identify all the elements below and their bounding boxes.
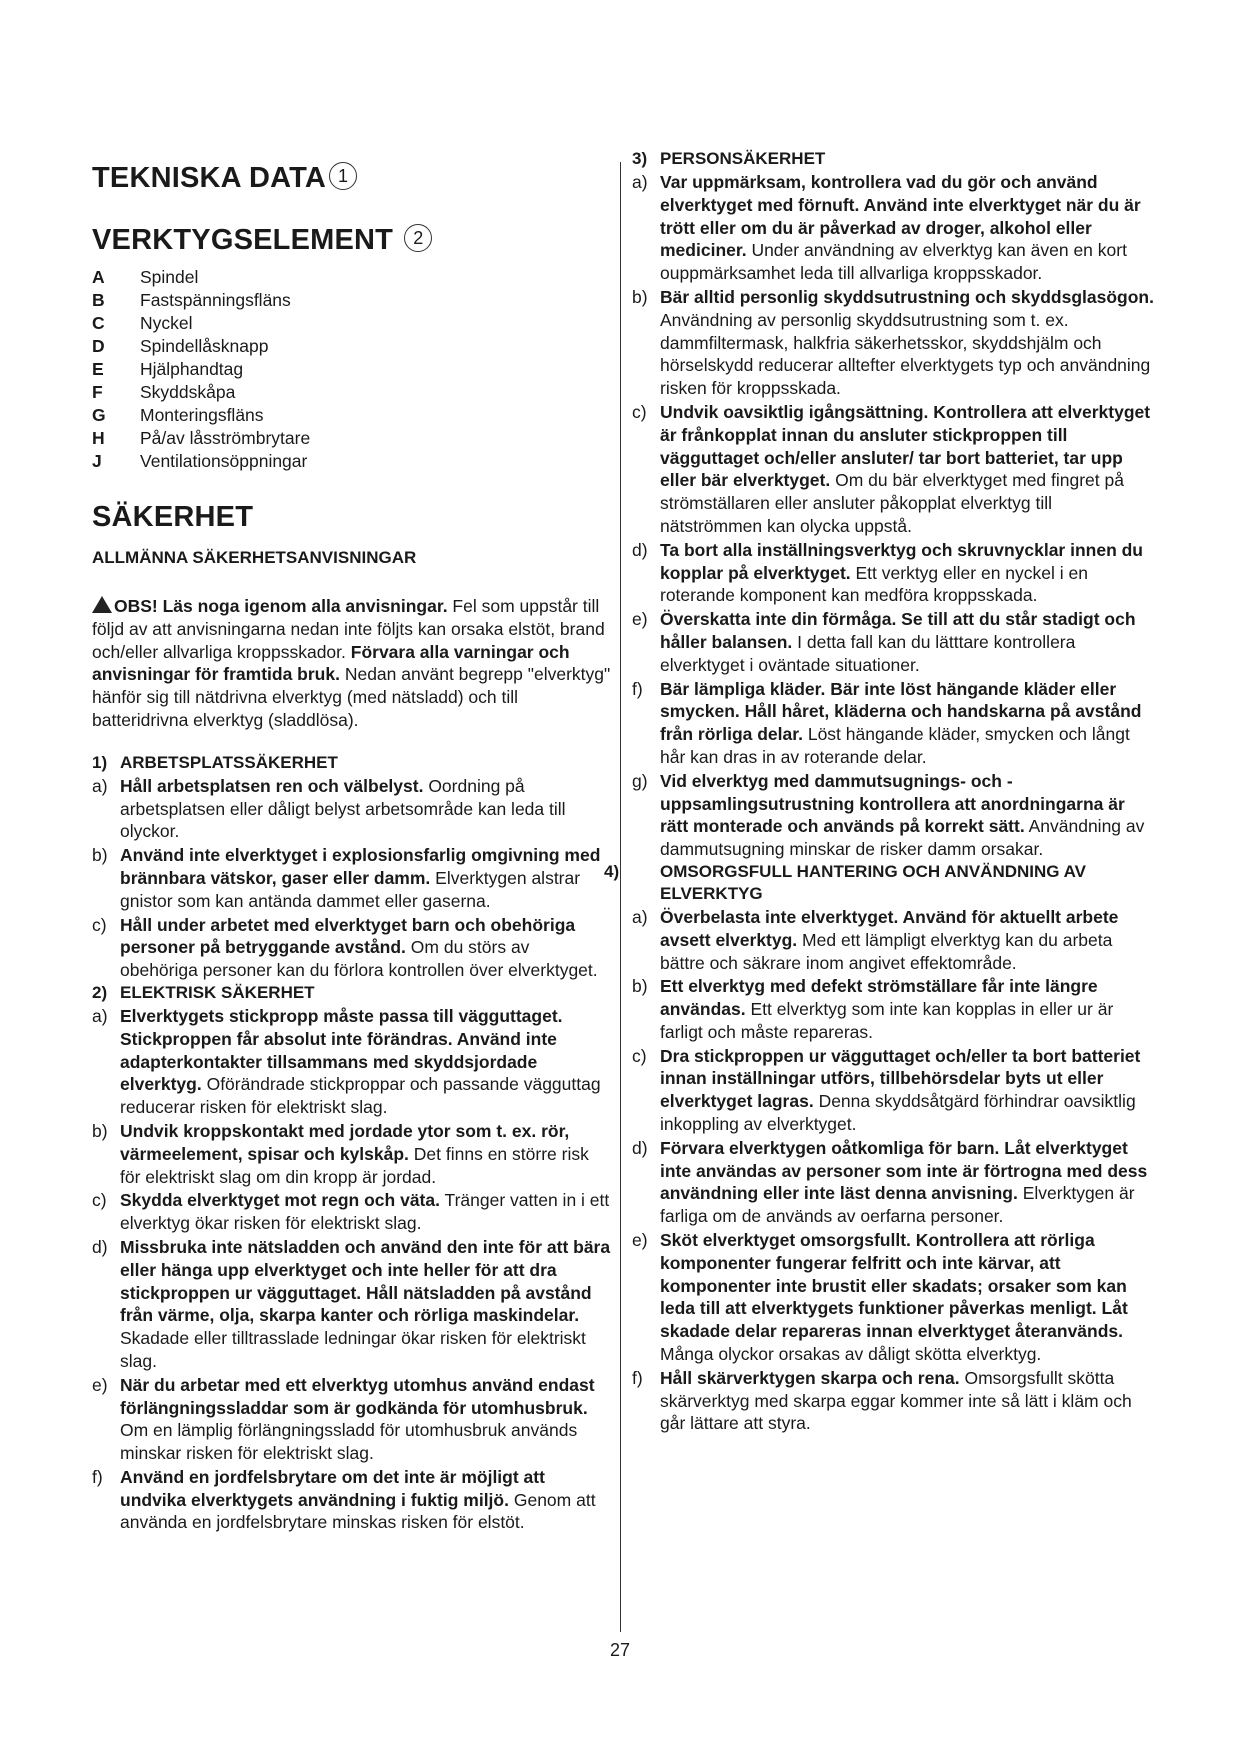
safety-item — [632, 975, 1157, 1043]
item-bold-text: Håll arbetsplatsen ren och välbelyst. — [120, 775, 424, 796]
item-label: c) — [632, 401, 647, 422]
safety-item — [632, 401, 1157, 538]
section-number: 1) — [92, 752, 108, 772]
component-name: Ventilationsöppningar — [140, 451, 308, 471]
item-text — [660, 1367, 1157, 1435]
section-number: 3) — [632, 149, 648, 168]
item-label: a) — [632, 172, 648, 192]
item-bold-text: Sköt elverktyget omsorgsfullt. Kontrollera att rörliga komponenter fungerar felfritt och inte kärvar, att komponenter inte brustit eller skadats; orsaker som kan leda till att elverktygets funktioner påverkas menligt. Låt skadade delar repareras innan elverktyget återanvänds. — [660, 1230, 1128, 1342]
component-letter: F — [92, 382, 103, 402]
component-item — [92, 404, 612, 427]
item-normal-text: Det finns en större risk för elektriskt slag om din kropp är jordad. — [120, 1143, 589, 1187]
item-text — [660, 401, 1157, 538]
safety-item — [92, 1189, 612, 1235]
safety-section — [604, 861, 1157, 1435]
intro-bold-1: OBS! Läs noga igenom alla anvisningar. — [114, 596, 448, 616]
safety-item — [632, 608, 1157, 676]
item-normal-text: Skadade eller tilltrasslade ledningar ökar risken för elektriskt slag. — [120, 1328, 586, 1371]
item-text — [120, 844, 612, 912]
item-bold-text: Missbruka inte nätsladden och använd den inte för att bära eller hänga upp elverktyget och inte heller för att dra stickproppen ur vägguttaget. Håll nätsladden på avstånd från värme, olja, skarpa kanter och rörliga maskindelar. — [120, 1236, 611, 1326]
safety-item — [632, 171, 1157, 285]
safety-item — [92, 775, 612, 843]
safety-item — [632, 906, 1157, 974]
component-letter: C — [92, 313, 105, 333]
left-column — [92, 160, 612, 1534]
item-label: f) — [92, 1466, 103, 1487]
section-title: PERSONSÄKERHET — [660, 149, 826, 168]
item-text — [120, 1120, 612, 1188]
component-item — [92, 358, 612, 381]
item-bold-text: Ett elverktyg med defekt strömställare får inte längre användas. — [660, 976, 1098, 1020]
item-label: a) — [92, 1005, 108, 1026]
item-normal-text: Om du bär elverktyget med fingret på strömställaren eller ansluter påkopplat elverktyg till nätströmmen kan olycka uppstå. — [660, 470, 1124, 536]
item-bold-text: Använd en jordfelsbrytare om det inte är möjligt att undvika elverktygets användning i fuktig miljö. — [120, 1466, 545, 1510]
component-letter: G — [92, 405, 106, 425]
item-bold-text: Skydda elverktyget mot regn och väta. — [120, 1190, 440, 1211]
component-letter: J — [92, 451, 102, 471]
component-name: Spindellåsknapp — [140, 336, 269, 356]
item-label: a) — [92, 775, 108, 796]
item-text — [660, 906, 1157, 974]
safety-item — [632, 539, 1157, 607]
item-bold-text: Förvara elverktygen oåtkomliga för barn. Låt elverktyget inte användas av personer som inte är förtrogna med dess användning eller inte läst denna anvisning. — [660, 1137, 1148, 1204]
section-heading — [632, 148, 1157, 170]
item-label: e) — [632, 1230, 648, 1251]
item-text — [660, 1137, 1157, 1228]
item-label: e) — [92, 1374, 108, 1395]
item-normal-text: Många olyckor orsakas av dåligt skötta elverktyg. — [660, 1344, 1042, 1365]
section-number: 2) — [92, 982, 108, 1002]
intro-text-2: Nedan använt begrepp "elverktyg" hänför sig till nätdrivna elverktyg (med nätsladd) och till batteridrivna elverktyg (sladdlösa). — [92, 664, 611, 730]
title-text: TEKNISKA DATA — [92, 162, 327, 194]
item-label: d) — [92, 1236, 108, 1257]
item-label: a) — [632, 906, 648, 927]
safety-section — [632, 148, 1157, 861]
component-letter: D — [92, 336, 105, 356]
component-item — [92, 335, 612, 358]
component-name: På/av låsströmbrytare — [140, 428, 311, 448]
safety-item — [632, 678, 1157, 769]
item-text — [660, 608, 1157, 676]
section-heading — [92, 752, 612, 774]
component-item — [92, 312, 612, 335]
item-label: c) — [92, 914, 107, 935]
item-text — [120, 1189, 612, 1235]
right-sections — [604, 148, 1157, 1435]
component-list — [92, 266, 612, 473]
section-heading — [92, 982, 612, 1004]
left-sections — [92, 752, 612, 1535]
component-item — [92, 427, 612, 450]
item-label: d) — [632, 1137, 648, 1158]
item-bold-text: Överbelasta inte elverktyget. Använd för aktuellt arbete avsett elverktyg. — [660, 906, 1119, 950]
component-name: Monteringsfläns — [140, 405, 264, 425]
item-bold-text: Elverktygets stickpropp måste passa till vägguttaget. Stickproppen får absolut inte förändras. Använd inte adapterkontakter tillsammans med skyddsjordade elverktyg. — [120, 1005, 563, 1095]
item-normal-text: Elverktygen är farliga om de används av oerfarna personer. — [660, 1183, 1135, 1227]
item-normal-text: Ett elverktyg som inte kan kopplas in eller ur är farligt och måste repareras. — [660, 999, 1114, 1042]
component-name: Spindel — [140, 267, 199, 287]
item-text — [660, 1045, 1157, 1136]
warning-triangle-icon — [92, 596, 112, 613]
component-name: Nyckel — [140, 313, 193, 333]
page-number: 27 — [609, 1640, 631, 1660]
item-text — [120, 1374, 612, 1465]
item-text — [660, 171, 1157, 285]
item-bold-text: Använd inte elverktyget i explosionsfarlig omgivning med brännbara vätskor, gaser eller damm. — [120, 845, 601, 888]
item-bold-text: Håll skärverktygen skarpa och rena. — [660, 1367, 960, 1388]
item-label: c) — [632, 1045, 647, 1066]
intro-paragraph — [92, 595, 612, 732]
item-text — [120, 914, 612, 982]
item-text — [120, 775, 612, 843]
item-normal-text: I detta fall kan du lätttare kontrollera elverktyget i oväntade situationer. — [660, 631, 1076, 675]
component-name: Hjälphandtag — [140, 359, 244, 379]
item-normal-text: Denna skyddsåtgärd förhindrar oavsiktlig inkoppling av elverktyget. — [660, 1091, 1136, 1135]
item-normal-text: Om du störs av obehöriga personer kan du förlora kontrollen över elverktyget. — [120, 937, 598, 981]
item-normal-text: Löst hängande kläder, smycken och långt hår kan dras in av roterande delar. — [660, 724, 1130, 767]
title-text: VERKTYGSELEMENT — [92, 224, 394, 256]
component-name: Fastspänningsfläns — [140, 290, 291, 310]
column-divider — [620, 162, 621, 1632]
safety-item — [92, 914, 612, 982]
item-label: c) — [92, 1190, 107, 1211]
intro-text-1: Fel som uppstår till följd av att anvisningarna nedan inte följts kan orsaka elstöt, brand och/eller allvarliga kroppsskador. — [92, 596, 605, 662]
section-title: ARBETSPLATSSÄKERHET — [120, 752, 338, 772]
item-normal-text: Tränger vatten in i ett elverktyg ökar risken för elektriskt slag. — [120, 1190, 610, 1234]
section-heading — [604, 861, 1157, 905]
safety-item — [92, 1005, 612, 1119]
item-label: e) — [632, 609, 648, 630]
item-text — [660, 678, 1157, 769]
item-normal-text: Med ett lämpligt elverktyg kan du arbeta bättre och säkrare inom angivet effektområde. — [660, 929, 1113, 973]
component-letter: A — [92, 267, 105, 287]
item-bold-text: Håll under arbetet med elverktyget barn och obehöriga personer på betryggande avstånd. — [120, 914, 576, 958]
item-bold-text: Undvik oavsiktlig igångsättning. Kontrollera att elverktyget är frånkopplat innan du ansluter stickproppen till vägguttaget och/eller ansluter/ tar bort batteriet, tar upp eller bär elverktyget. — [660, 401, 1151, 491]
figure-ref-1: 1 — [329, 162, 357, 190]
right-column — [604, 148, 1157, 1435]
item-normal-text: Användning av dammutsugning minskar de risker damm orsakar. — [660, 816, 1145, 860]
component-letter: B — [92, 290, 105, 310]
item-bold-text: Undvik kroppskontakt med jordade ytor som t. ex. rör, värmeelement, spisar och kylskåp. — [120, 1120, 570, 1164]
item-label: f) — [632, 678, 643, 699]
safety-item — [92, 844, 612, 912]
subtitle-allmanna: ALLMÄNNA SÄKERHETSANVISNINGAR — [92, 548, 417, 567]
item-bold-text: Ta bort alla inställningsverktyg och skruvnycklar innen du kopplar på elverktyget. — [660, 539, 1144, 583]
item-normal-text: Genom att använda en jordfelsbrytare minskas risken för elstöt. — [120, 1489, 596, 1533]
item-normal-text: Användning av personlig skyddsutrustning som t. ex. dammfiltermask, halkfria säkerhetsskor, skyddshjälm och hörselskydd reducerar alltefter elverktygets typ och användning risken för kroppsskada. — [660, 309, 1151, 399]
item-bold-text: När du arbetar med ett elverktyg utomhus använd endast förlängningssladdar som är godkända för utomhusbruk. — [120, 1374, 595, 1418]
item-normal-text: Oförändrade stickproppar och passande vägguttag reducerar risken för elektriskt slag. — [120, 1074, 601, 1118]
item-label: b) — [92, 1120, 108, 1141]
safety-item — [92, 1466, 612, 1534]
title-verktygselement — [92, 222, 612, 258]
item-bold-text: Var uppmärksam, kontrollera vad du gör och använd elverktyget med förnuft. Använd inte elverktyget när du är trött eller om du är påverkad av droger, alkohol eller mediciner. — [660, 172, 1141, 261]
item-text — [660, 286, 1157, 400]
item-text — [660, 1229, 1157, 1366]
intro-bold-2: Förvara alla varningar och anvisningar för framtida bruk. — [92, 641, 570, 685]
item-label: f) — [632, 1367, 643, 1388]
item-normal-text: Oordning på arbetsplatsen eller dåligt belyst arbetsområde kan leda till olyckor. — [120, 775, 566, 842]
component-item — [92, 266, 612, 289]
item-bold-text: Dra stickproppen ur vägguttaget och/eller ta bort batteriet innan inställningar utförs, tillbehörsdelar byts ut eller elverktyget lagras. — [660, 1045, 1141, 1112]
item-normal-text: Under användning av elverktyg kan även en kort ouppmärksamhet leda till allvarliga kroppsskador. — [660, 240, 1127, 284]
item-label: b) — [632, 286, 648, 307]
component-item — [92, 450, 612, 473]
item-text — [120, 1005, 612, 1119]
figure-ref-2: 2 — [404, 224, 432, 252]
section-title: ELEKTRISK SÄKERHET — [120, 982, 315, 1002]
safety-item — [92, 1120, 612, 1188]
safety-item — [92, 1236, 612, 1373]
component-letter: H — [92, 428, 105, 448]
component-letter: E — [92, 359, 104, 379]
item-text — [660, 975, 1157, 1043]
section-number: 4) — [604, 861, 620, 881]
component-name: Skyddskåpa — [140, 382, 236, 402]
item-label: d) — [632, 539, 648, 560]
item-bold-text: Överskatta inte din förmåga. Se till att du står stadigt och håller balansen. — [660, 609, 1136, 652]
item-label: b) — [92, 845, 108, 866]
item-text — [660, 770, 1157, 861]
item-normal-text: Om en lämplig förlängningssladd för utomhusbruk används minskar risken för elektriskt slag. — [120, 1420, 578, 1464]
safety-section — [92, 982, 612, 1534]
item-text — [120, 1236, 612, 1373]
item-text — [120, 1466, 612, 1534]
component-item — [92, 289, 612, 312]
component-item — [92, 381, 612, 404]
safety-section — [92, 752, 612, 982]
item-normal-text: Elverktygen alstrar gnistor som kan antända dammet eller gaserna. — [120, 867, 581, 911]
title-sakerhet: SÄKERHET — [92, 501, 254, 533]
safety-item — [632, 1367, 1157, 1435]
safety-item — [632, 1137, 1157, 1228]
title-tekniska-data — [92, 160, 612, 196]
item-normal-text: Ett verktyg eller en nyckel i en roterande komponent kan medföra kroppsskada. — [660, 562, 1088, 606]
item-normal-text: Omsorgsfullt skötta skärverktyg med skarpa eggar kommer inte så lätt i kläm och går lättare att styra. — [660, 1367, 1132, 1434]
safety-item — [632, 1045, 1157, 1136]
item-bold-text: Bär alltid personlig skyddsutrustning och skyddsglasögon. — [660, 286, 1154, 307]
item-bold-text: Vid elverktyg med dammutsugnings- och -uppsamlingsutrustning kontrollera att anordningarna är rätt monterade och används på korrekt sätt. — [660, 770, 1125, 837]
item-text — [660, 539, 1157, 607]
item-bold-text: Bär lämpliga kläder. Bär inte löst hängande kläder eller smycken. Håll håret, kläderna och handskarna på avstånd från rörliga delar. — [660, 678, 1142, 745]
item-label: g) — [632, 770, 648, 791]
safety-item — [632, 1229, 1157, 1366]
section-title: OMSORGSFULL HANTERING OCH ANVÄNDNING AV ELVERKTYG — [660, 861, 1086, 903]
safety-item — [632, 286, 1157, 400]
safety-item — [632, 770, 1157, 861]
item-label: b) — [632, 976, 648, 997]
safety-item — [92, 1374, 612, 1465]
